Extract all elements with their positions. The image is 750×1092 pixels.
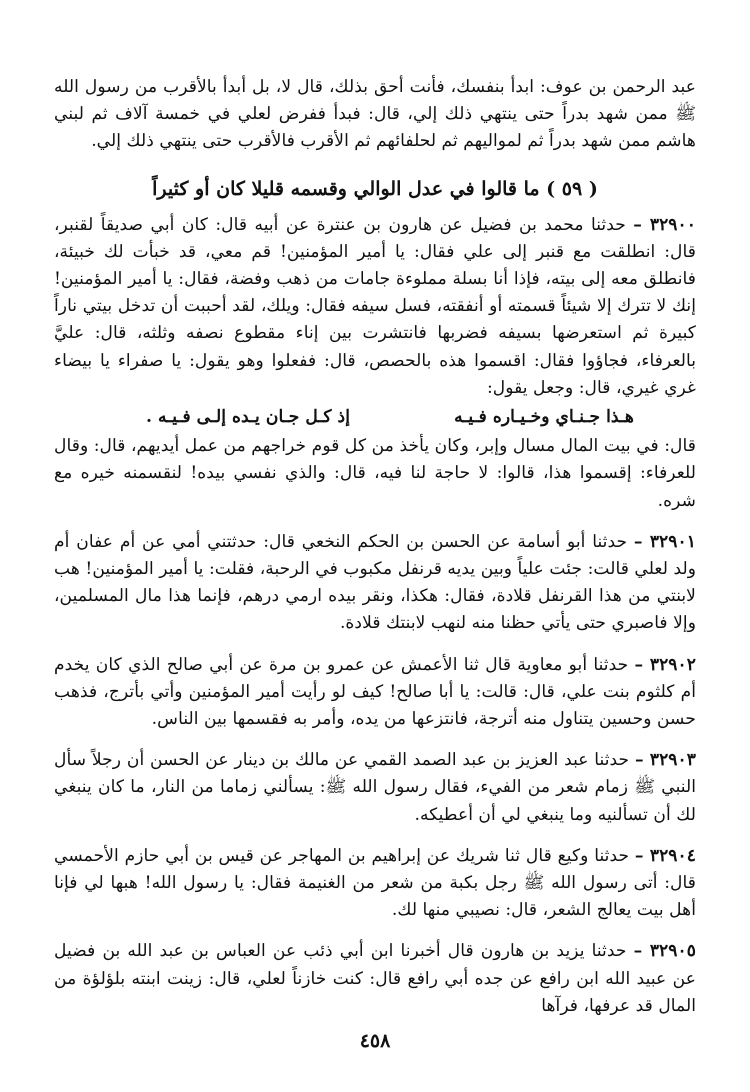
hadith-text: حدثنا أبو معاوية قال ثنا الأعمش عن عمرو بن مرة عن أبي صالح الذي كان يخدم أم كلثوم بنت علي، قال: قالت: يا أبا صالح! كيف لو رأيت أمير المؤمنين وأتي بأترج، فذهب حسن وحسين يتناول منه أترجة، فانتزعها من يده، وأمر به فقسمها بين الناس.: [54, 654, 696, 730]
hadith-32904: [54, 843, 696, 925]
hadith-text: حدثنا يزيد بن هارون قال أخبرنا ابن أبي ذئب عن العباس بن عبد الله بن فضيل عن عبيد الله ابن رافع عن جده أبي رافع قال: كنت خازناً لعلي، قال: زينت ابنته بلؤلؤة من المال قد عرفها، فرآها: [54, 941, 696, 1016]
hadith-number: ٣٢٩٠٥ –: [633, 941, 696, 962]
hadith-number: ٣٢٩٠٣ –: [634, 750, 697, 771]
hadith-text: حدثنا عبد العزيز بن عبد الصمد القمي عن مالك بن دينار عن الحسن أن رجلاً سأل النبي ﷺ زمام شعر من الفيء، فقال رسول الله ﷺ: يسألني زماما من النار، ما كان ينبغي لك أن تسألنيه وما ينبغي لي أن أعطيكه.: [54, 750, 696, 825]
hadith-number: ٣٢٩٠١ –: [633, 531, 696, 552]
poem-verse: [146, 404, 634, 431]
hadith-32901: [54, 529, 696, 638]
intro-paragraph: عبد الرحمن بن عوف: ابدأ بنفسك، فأنت أحق بذلك، قال لا، بل أبدأ بالأقرب من رسول الله ﷺ ممن شهد بدراً حتى ينتهي ذلك إلي، قال: فبدأ ففرض لعلي في خمسة آلاف ثم لبني هاشم ممن شهد بدراً ثم لمواليهم ثم لحلفائهم ثم الأقرب فالأقرب حتى ينتهي ذلك إلي.: [54, 77, 696, 152]
hadith-32903: [54, 747, 696, 829]
hadith-32902: [54, 652, 696, 734]
hadith-number: ٣٢٩٠٢ –: [634, 654, 697, 675]
hadith-number: ٣٢٩٠٤ –: [634, 845, 697, 866]
poem-hemistich-right: هـذا جـنـاي وخـيـاره فـيـه: [454, 407, 634, 428]
hadith-32900: [54, 212, 696, 402]
page-body: [54, 74, 696, 1020]
hadith-32900-continuation: قال: في بيت المال مسال وإبر، وكان يأخذ من كل قوم خراجهم من عمل أيديهم، قال: وقال للعرفاء: إقسموا هذا، قالوا: لا حاجة لنا فيه، قال: والذي نفسي بيده! لنقسمنه خيره مع شره.: [54, 436, 696, 511]
hadith-32905: [54, 938, 696, 1020]
page-number: ٤٥٨: [359, 1030, 391, 1052]
poem-hemistich-left: إذ كـل جـان يـده إلـى فـيـه .: [146, 407, 350, 428]
hadith-text: حدثنا وكيع قال ثنا شريك عن إبراهيم بن المهاجر عن قيس بن أبي حازم الأحمسي قال: أتى رسول الله ﷺ رجل بكبة من شعر من الغنيمة فقال: يا رسول الله! هبها لي فإنا أهل بيت يعالج الشعر، قال: نصيبي منها لك.: [54, 845, 696, 921]
chapter-heading: ( ٥٩ ) ما قالوا في عدل الوالي وقسمه قليلا كان أو كثيراً: [152, 177, 598, 200]
hadith-text: حدثنا محمد بن فضيل عن هارون بن عنترة عن أبيه قال: كان أبي صديقاً لقنبر، قال: انطلقت مع قنبر إلى علي فقال: يا أمير المؤمنين! قم معي، قد خبأت لك خبيئة، فانطلق معه إلى بيته، فإذا أنا بسلة مملوءة جامات من ذهب وفضة، فقال: يا أمير المؤمنين! إنك لا تترك إلا شيئاً قسمته أو أنفقته، فسل سيفه فقال: ويلك، لقد أحببت أن تدخل بيتي ناراً كبيرة ثم استعرضها بسيفه فضربها فانتشرت بين إناء مقطوع نصفه وثلثه، قال: عليَّ بالعرفاء، فجاؤوا فقال: اقسموا هذه بالحصص، قال: ففعلوا وهو يقول: يا صفراء يا بيضاء غري غيري، قال: وجعل يقول:: [54, 214, 696, 398]
hadith-number: ٣٢٩٠٠ –: [633, 214, 697, 235]
hadith-text: حدثنا أبو أسامة عن الحسن بن الحكم النخعي قال: حدثتني أمي عن أم عفان أم ولد لعلي قالت: جئت علياً وبين يديه قرنفل مكبوب في الرحبة، فقلت: يا أمير المؤمنين! هب لابنتي من هذا القرنفل قلادة، فقال: هكذا، ونقر بيده ارمي درهم، فإنما هذا مال المسلمين، وإلا فاصبري حتى يأتي حظنا منه لنهب لابنتك قلادة.: [54, 531, 696, 634]
